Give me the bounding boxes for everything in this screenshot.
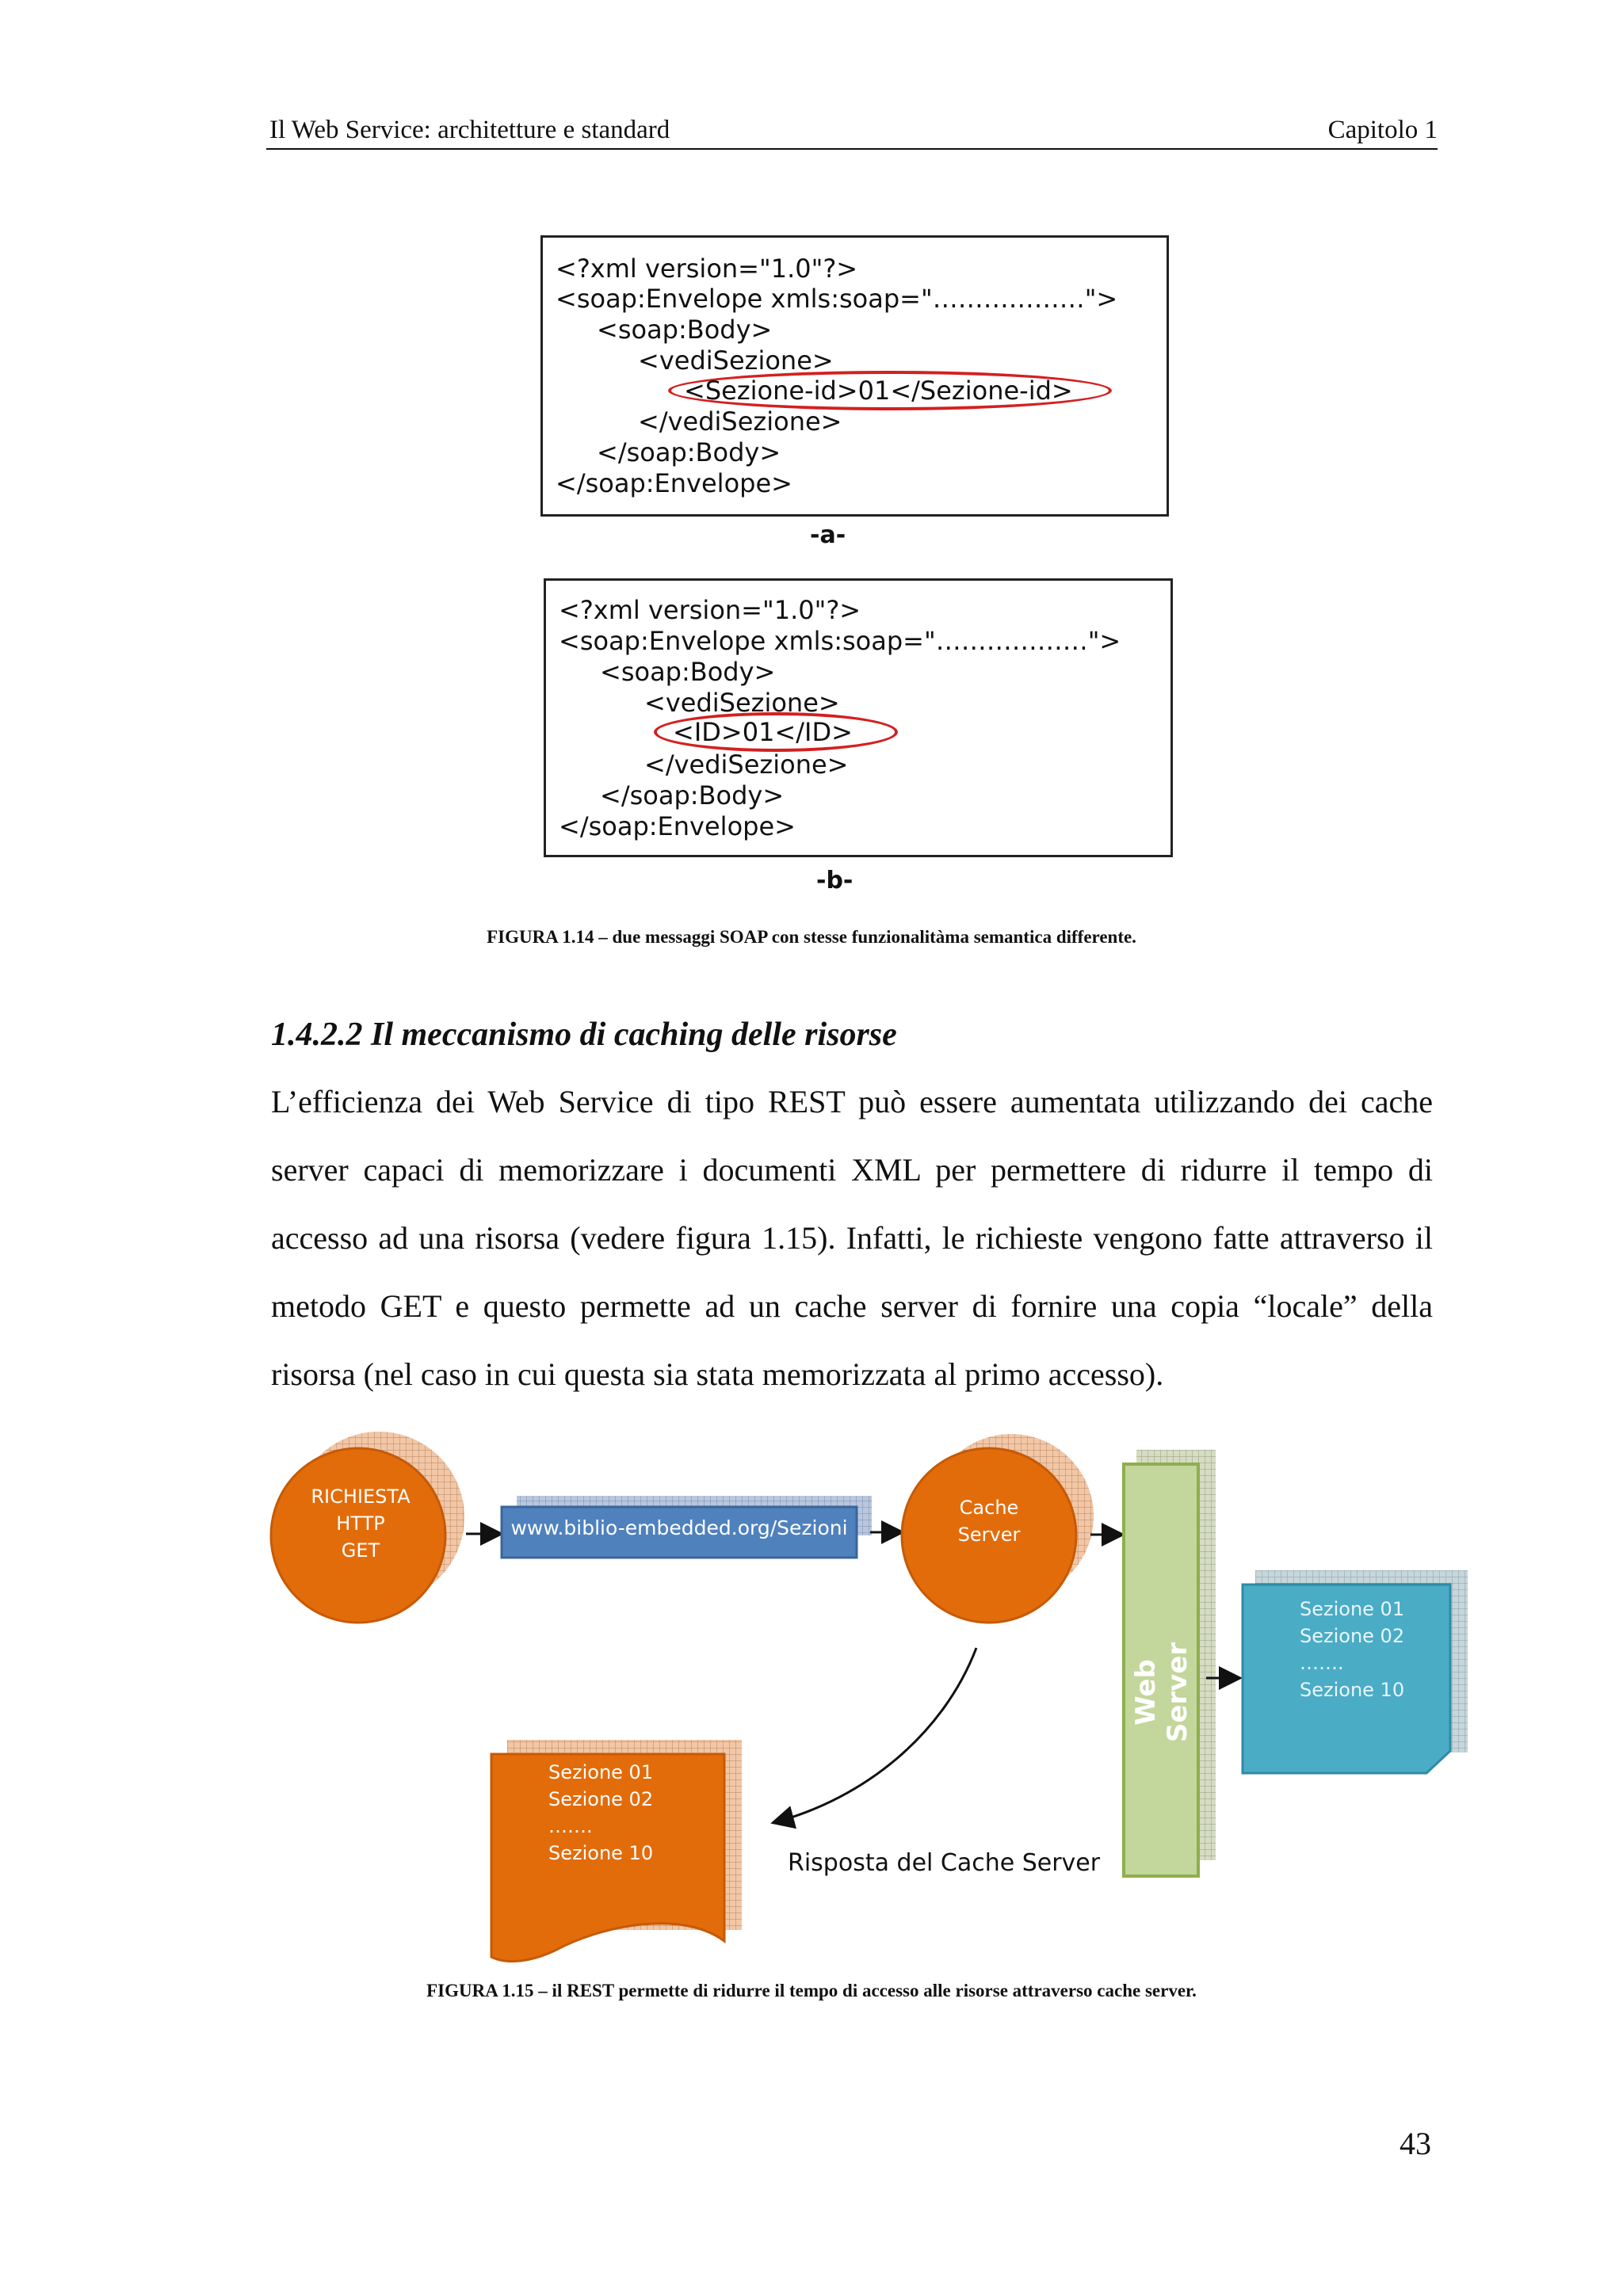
code-line: <soap:Envelope xmls:soap="………………"> [559, 626, 1121, 656]
code-line: <soap:Body> [600, 657, 776, 687]
response-label: Risposta del Cache Server [788, 1849, 1101, 1877]
figure-caption-1-15: FIGURA 1.15 – il REST permette di ridurre il tempo di accesso alle risorse attraverso cache server. [426, 1981, 1197, 2000]
doc-line: Sezione 01 [548, 1761, 654, 1783]
code-line: <soap:Body> [597, 315, 773, 345]
code-line: </soap:Body> [600, 780, 785, 810]
doc-line: Sezione 02 [1300, 1625, 1405, 1647]
page-number: 43 [1400, 2126, 1431, 2161]
doc-line: Sezione 02 [548, 1788, 654, 1810]
cache-server-label [934, 1494, 1044, 1548]
code-line: <soap:Envelope xmls:soap="………………"> [556, 284, 1118, 314]
running-header-chapter: Capitolo 1 [1327, 116, 1438, 144]
response-arrow [775, 1648, 976, 1822]
header-rule [266, 148, 1438, 150]
url-label: www.biblio-embedded.org/Sezioni [510, 1516, 848, 1539]
code-line: </vediSezione> [638, 406, 842, 437]
figure-a-label: -a- [810, 521, 846, 549]
running-header-title: Il Web Service: architetture e standard [269, 116, 670, 144]
request-line: HTTP [336, 1512, 385, 1535]
orange-doc-text [548, 1759, 653, 1867]
request-line: GET [341, 1539, 380, 1562]
request-line: RICHIESTA [311, 1486, 411, 1508]
soap-message-a [540, 235, 1169, 517]
doc-line: ……. [1300, 1652, 1344, 1674]
code-line: <?xml version="1.0"?> [556, 254, 858, 284]
doc-line: Sezione 10 [1300, 1679, 1405, 1701]
doc-line: Sezione 01 [1300, 1598, 1405, 1620]
doc-line: Sezione 10 [548, 1842, 654, 1864]
cache-line: Cache [959, 1497, 1019, 1519]
cache-line: Server [957, 1524, 1021, 1546]
code-line: </soap:Body> [597, 437, 781, 467]
code-line: <vediSezione> [638, 345, 834, 376]
blue-doc-text [1300, 1596, 1404, 1703]
figure-b-label: -b- [816, 867, 854, 894]
web-server-label: Web Server [1130, 1642, 1193, 1743]
section-heading: 1.4.2.2 Il meccanismo di caching delle risorse [271, 1016, 897, 1053]
code-line: </soap:Envelope> [556, 468, 792, 498]
code-line: <?xml version="1.0"?> [559, 595, 861, 625]
body-paragraph: L’efficienza dei Web Service di tipo REST può essere aumentata utilizzando dei cache server capaci di memorizzare i documenti XML per permettere di ridurre il tempo di accesso ad una risorsa (vedere figura 1.15). Infatti, le richieste vengono fatte attraverso il metodo GET e questo permette ad un cache server di fornire una copia “locale” della risorsa (nel caso in cui questa sia stata memorizzata al primo accesso). [271, 1084, 1433, 1392]
code-line: </soap:Envelope> [559, 811, 796, 841]
doc-line: ……. [548, 1815, 593, 1837]
code-line-highlighted: <ID>01</ID> [673, 717, 853, 747]
soap-message-b [544, 578, 1173, 857]
code-line-highlighted: <Sezione-id>01</Sezione-id> [684, 376, 1073, 406]
code-line: </vediSezione> [644, 749, 849, 780]
figure-caption-1-14: FIGURA 1.14 – due messaggi SOAP con stesse funzionalitàma semantica differente. [487, 927, 1136, 947]
request-label [293, 1483, 428, 1564]
code-line: <vediSezione> [644, 688, 840, 718]
